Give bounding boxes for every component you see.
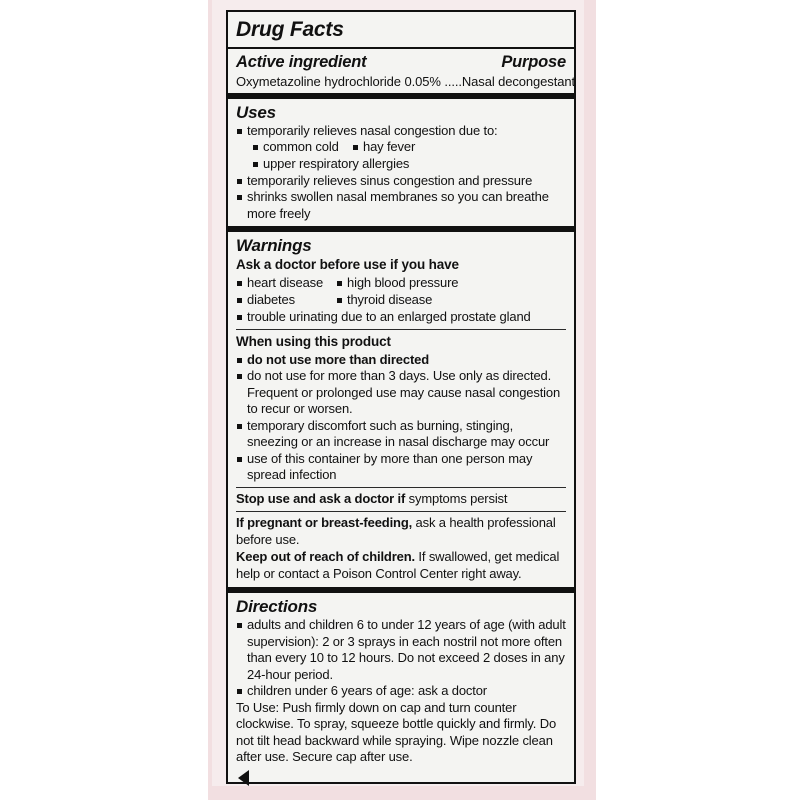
pregnant-rest: ask a health professional before use. xyxy=(236,515,556,547)
ask-doctor-row-2-col-a xyxy=(236,292,336,309)
list-item: diabetes xyxy=(236,292,336,309)
active-ingredient-section xyxy=(228,51,574,93)
stop-use-bold: Stop use and ask a doctor if xyxy=(236,490,406,506)
list-item: thyroid disease xyxy=(336,292,566,309)
list-item: shrinks swollen nasal membranes so you can breathe more freely xyxy=(236,189,566,222)
pregnant-line xyxy=(236,515,566,549)
purpose-heading: Purpose xyxy=(501,53,566,71)
list-item: trouble urinating due to an enlarged prostate gland xyxy=(236,309,566,326)
list-item: upper respiratory allergies xyxy=(252,156,566,173)
drug-facts-label xyxy=(226,10,576,784)
list-item: temporarily relieves sinus congestion and pressure xyxy=(236,173,566,190)
list-item: adults and children 6 to under 12 years of age (with adult supervision): 2 or 3 sprays in each nostril not more often than every 10 to 12 hours. Do not exceed 2 doses in any 24-hour period. xyxy=(236,617,566,683)
keep-out-rest: If swallowed, get medical help or contact a Poison Control Center right away. xyxy=(236,549,560,581)
divider-title xyxy=(228,47,574,49)
uses-subrow-1-col-a xyxy=(252,139,352,156)
warnings-section xyxy=(228,232,574,587)
ask-doctor-row-2-col-b xyxy=(336,292,566,309)
uses-section xyxy=(228,99,574,227)
directions-heading: Directions xyxy=(236,597,318,617)
list-item: high blood pressure xyxy=(336,275,566,292)
uses-subrow-1-col-b xyxy=(352,139,566,156)
to-use-paragraph: To Use: Push firmly down on cap and turn counter clockwise. To spray, squeeze bottle quickly and firmly. Do not tilt head backward while spraying. Wipe nozzle clean after use. Secure cap after use. xyxy=(236,699,557,765)
keep-out-bold: Keep out of reach of children. xyxy=(236,549,415,565)
divider-stop-use-bottom xyxy=(236,511,566,512)
ask-doctor-row-1-col-a xyxy=(236,275,336,292)
directions-section xyxy=(228,593,574,786)
list-item: temporary discomfort such as burning, stinging, sneezing or an increase in nasal discharge may occur xyxy=(236,418,566,451)
uses-subrow-1 xyxy=(252,139,566,156)
uses-heading: Uses xyxy=(236,102,276,122)
active-ingredient-line: Oxymetazoline hydrochloride 0.05% .....Nasal decongestant xyxy=(236,73,575,89)
list-item: do not use more than directed xyxy=(236,352,566,369)
when-using-heading: When using this product xyxy=(236,333,391,349)
page-title: Drug Facts xyxy=(236,18,344,41)
when-using-list xyxy=(236,352,566,484)
list-item: common cold xyxy=(252,139,352,156)
list-item: children under 6 years of age: ask a doctor xyxy=(236,683,566,700)
keep-out-line xyxy=(236,549,566,583)
ask-doctor-row-1 xyxy=(236,275,566,292)
ask-doctor-row-1-col-b xyxy=(336,275,566,292)
uses-list-2 xyxy=(236,173,566,223)
stop-use-line xyxy=(236,491,566,509)
divider-stop-use-top xyxy=(236,487,566,488)
active-ingredient-heading: Active ingredient xyxy=(236,53,367,71)
ask-doctor-row-2 xyxy=(236,292,566,309)
drug-facts-title-section xyxy=(228,12,574,45)
divider-when-using xyxy=(236,329,566,330)
pregnant-bold: If pregnant or breast-feeding, xyxy=(236,515,413,531)
list-item: temporarily relieves nasal congestion due to: xyxy=(236,123,566,140)
directions-list xyxy=(236,617,566,700)
list-item: use of this container by more than one person may spread infection xyxy=(236,451,566,484)
active-ingredient-heading-row xyxy=(236,51,566,72)
list-item: hay fever xyxy=(352,139,566,156)
list-item: do not use for more than 3 days. Use only as directed. Frequent or prolonged use may cause nasal congestion to recur or worsen. xyxy=(236,368,566,418)
list-item: heart disease xyxy=(236,275,336,292)
left-triangle-icon xyxy=(238,770,249,786)
uses-subrow-2 xyxy=(252,156,566,173)
ask-doctor-heading: Ask a doctor before use if you have xyxy=(236,257,459,273)
uses-list xyxy=(236,123,566,140)
stop-use-rest: symptoms persist xyxy=(405,490,508,506)
warnings-heading: Warnings xyxy=(236,236,312,256)
